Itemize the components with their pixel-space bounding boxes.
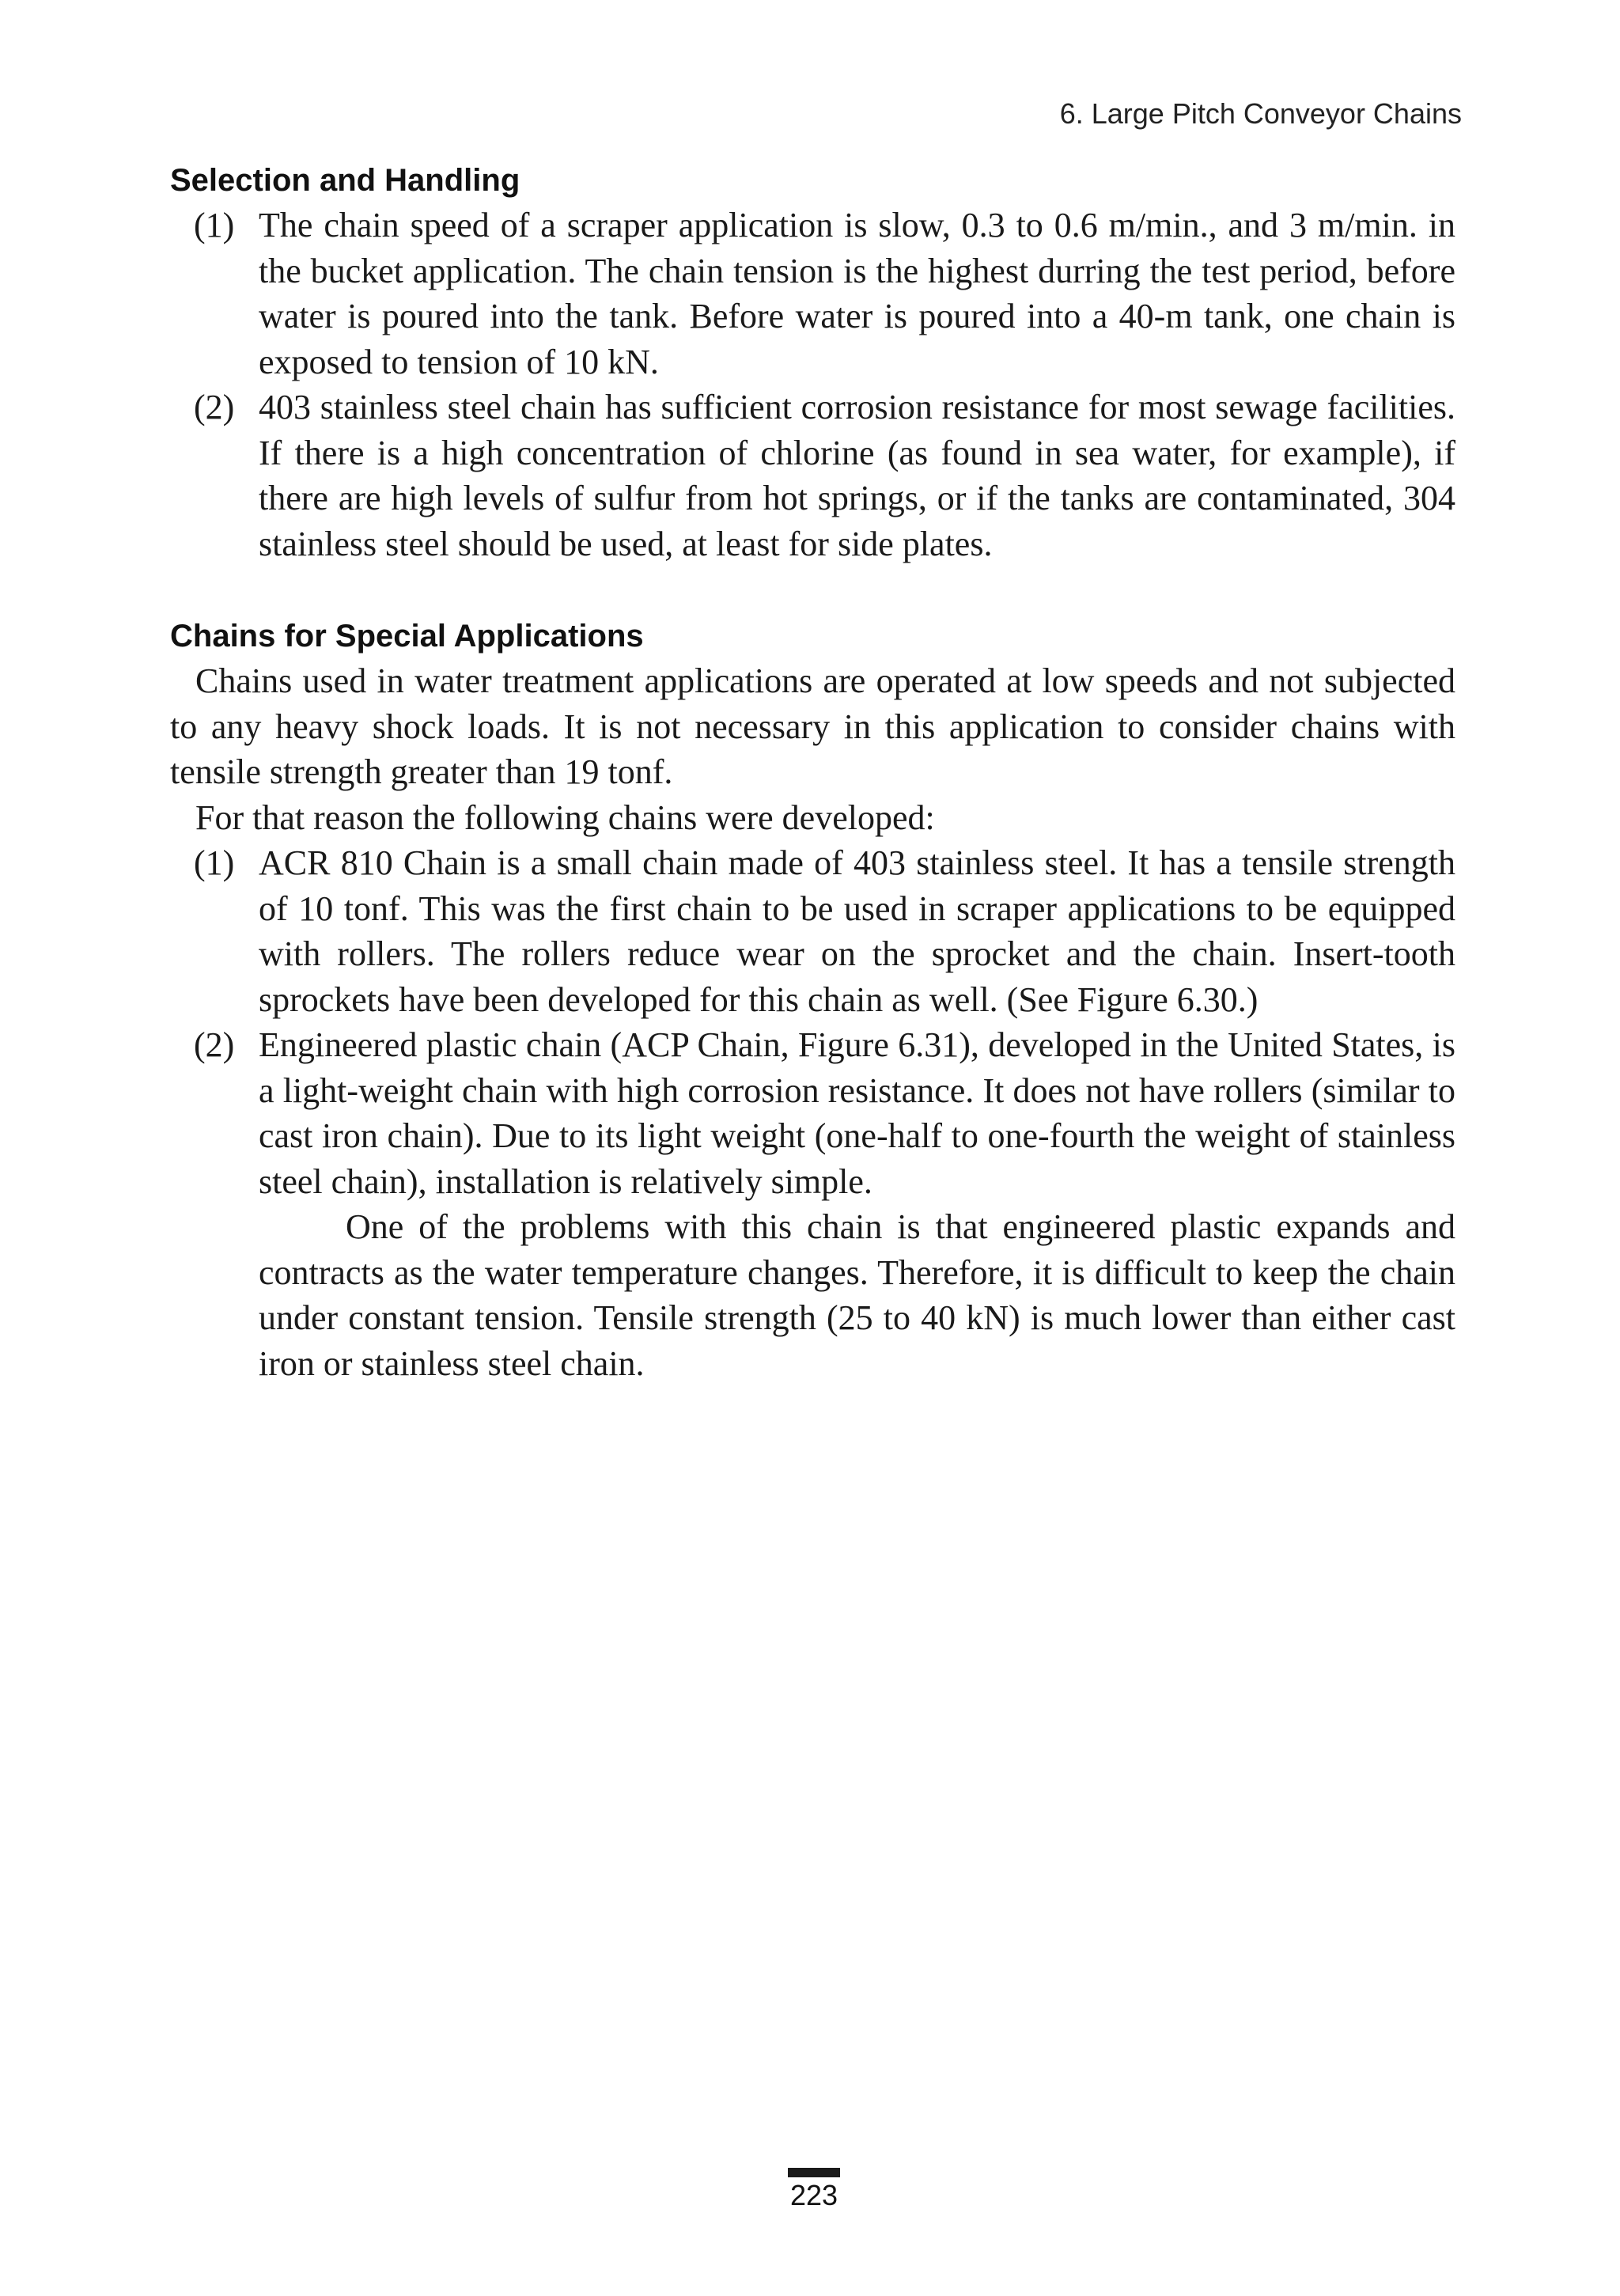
page-content — [170, 158, 1455, 1386]
list-number: (1) — [194, 206, 235, 244]
list-item-text: Engineered plastic chain (ACP Chain, Figure 6.31), developed in the United States, is a light-weight chain with high corrosion resistance. It does not have rollers (similar to cast iron chain). Due to its light weight (one-half to one-fourth the weight of stainless steel chain), installation is relatively simple. — [259, 1025, 1455, 1201]
section-heading-special-applications: Chains for Special Applications — [170, 619, 644, 654]
list-item — [170, 840, 1455, 1022]
list-number: (2) — [194, 388, 235, 426]
list-item — [170, 385, 1455, 566]
paragraph: One of the problems with this chain is that engineered plastic expands and contracts as the water temperature changes. Therefore, it is difficult to keep the chain under constant tension. Tensile strength (25 to 40 kN) is much lower than either cast iron or stainless steel chain. — [259, 1207, 1455, 1383]
list-item — [170, 203, 1455, 385]
list-number: (2) — [194, 1025, 235, 1064]
list-item-text: The chain speed of a scraper application is slow, 0.3 to 0.6 m/min., and 3 m/min. in the bucket application. The chain tension is the highest durring the test period, before water is poured into the tank. Before water is poured into a 40-m tank, one chain is exposed to tension of 10 kN. — [259, 206, 1455, 381]
list-item-text: 403 stainless steel chain has sufficient corrosion resistance for most sewage facilities. If there is a high concentration of chlorine (as found in sea water, for example), if there are high levels of sulfur from hot springs, or if the tanks are contaminated, 304 stainless steel should be used, at least for side plates. — [259, 388, 1455, 563]
page-folio — [788, 2168, 840, 2212]
paragraph: For that reason the following chains were developed: — [195, 798, 935, 837]
list-number: (1) — [194, 843, 235, 882]
paragraph: Chains used in water treatment applications are operated at low speeds and not subjected to any heavy shock loads. It is not necessary in this application to consider chains with tensile strength greater than 19 tonf. — [170, 661, 1455, 791]
section-heading-selection: Selection and Handling — [170, 163, 520, 198]
list-item-text: ACR 810 Chain is a small chain made of 403 stainless steel. It has a tensile strength of 10 tonf. This was the first chain to be used in scraper applications to be equipped with rollers. The rollers reduce wear on the sprocket and the chain. Insert-tooth sprockets have been developed for this chain as well. (See Figure 6.30.) — [259, 843, 1455, 1019]
folio-bar — [788, 2168, 840, 2177]
running-head: 6. Large Pitch Conveyor Chains — [1059, 97, 1462, 130]
page-number: 223 — [789, 2179, 838, 2211]
list-item — [170, 1022, 1455, 1204]
